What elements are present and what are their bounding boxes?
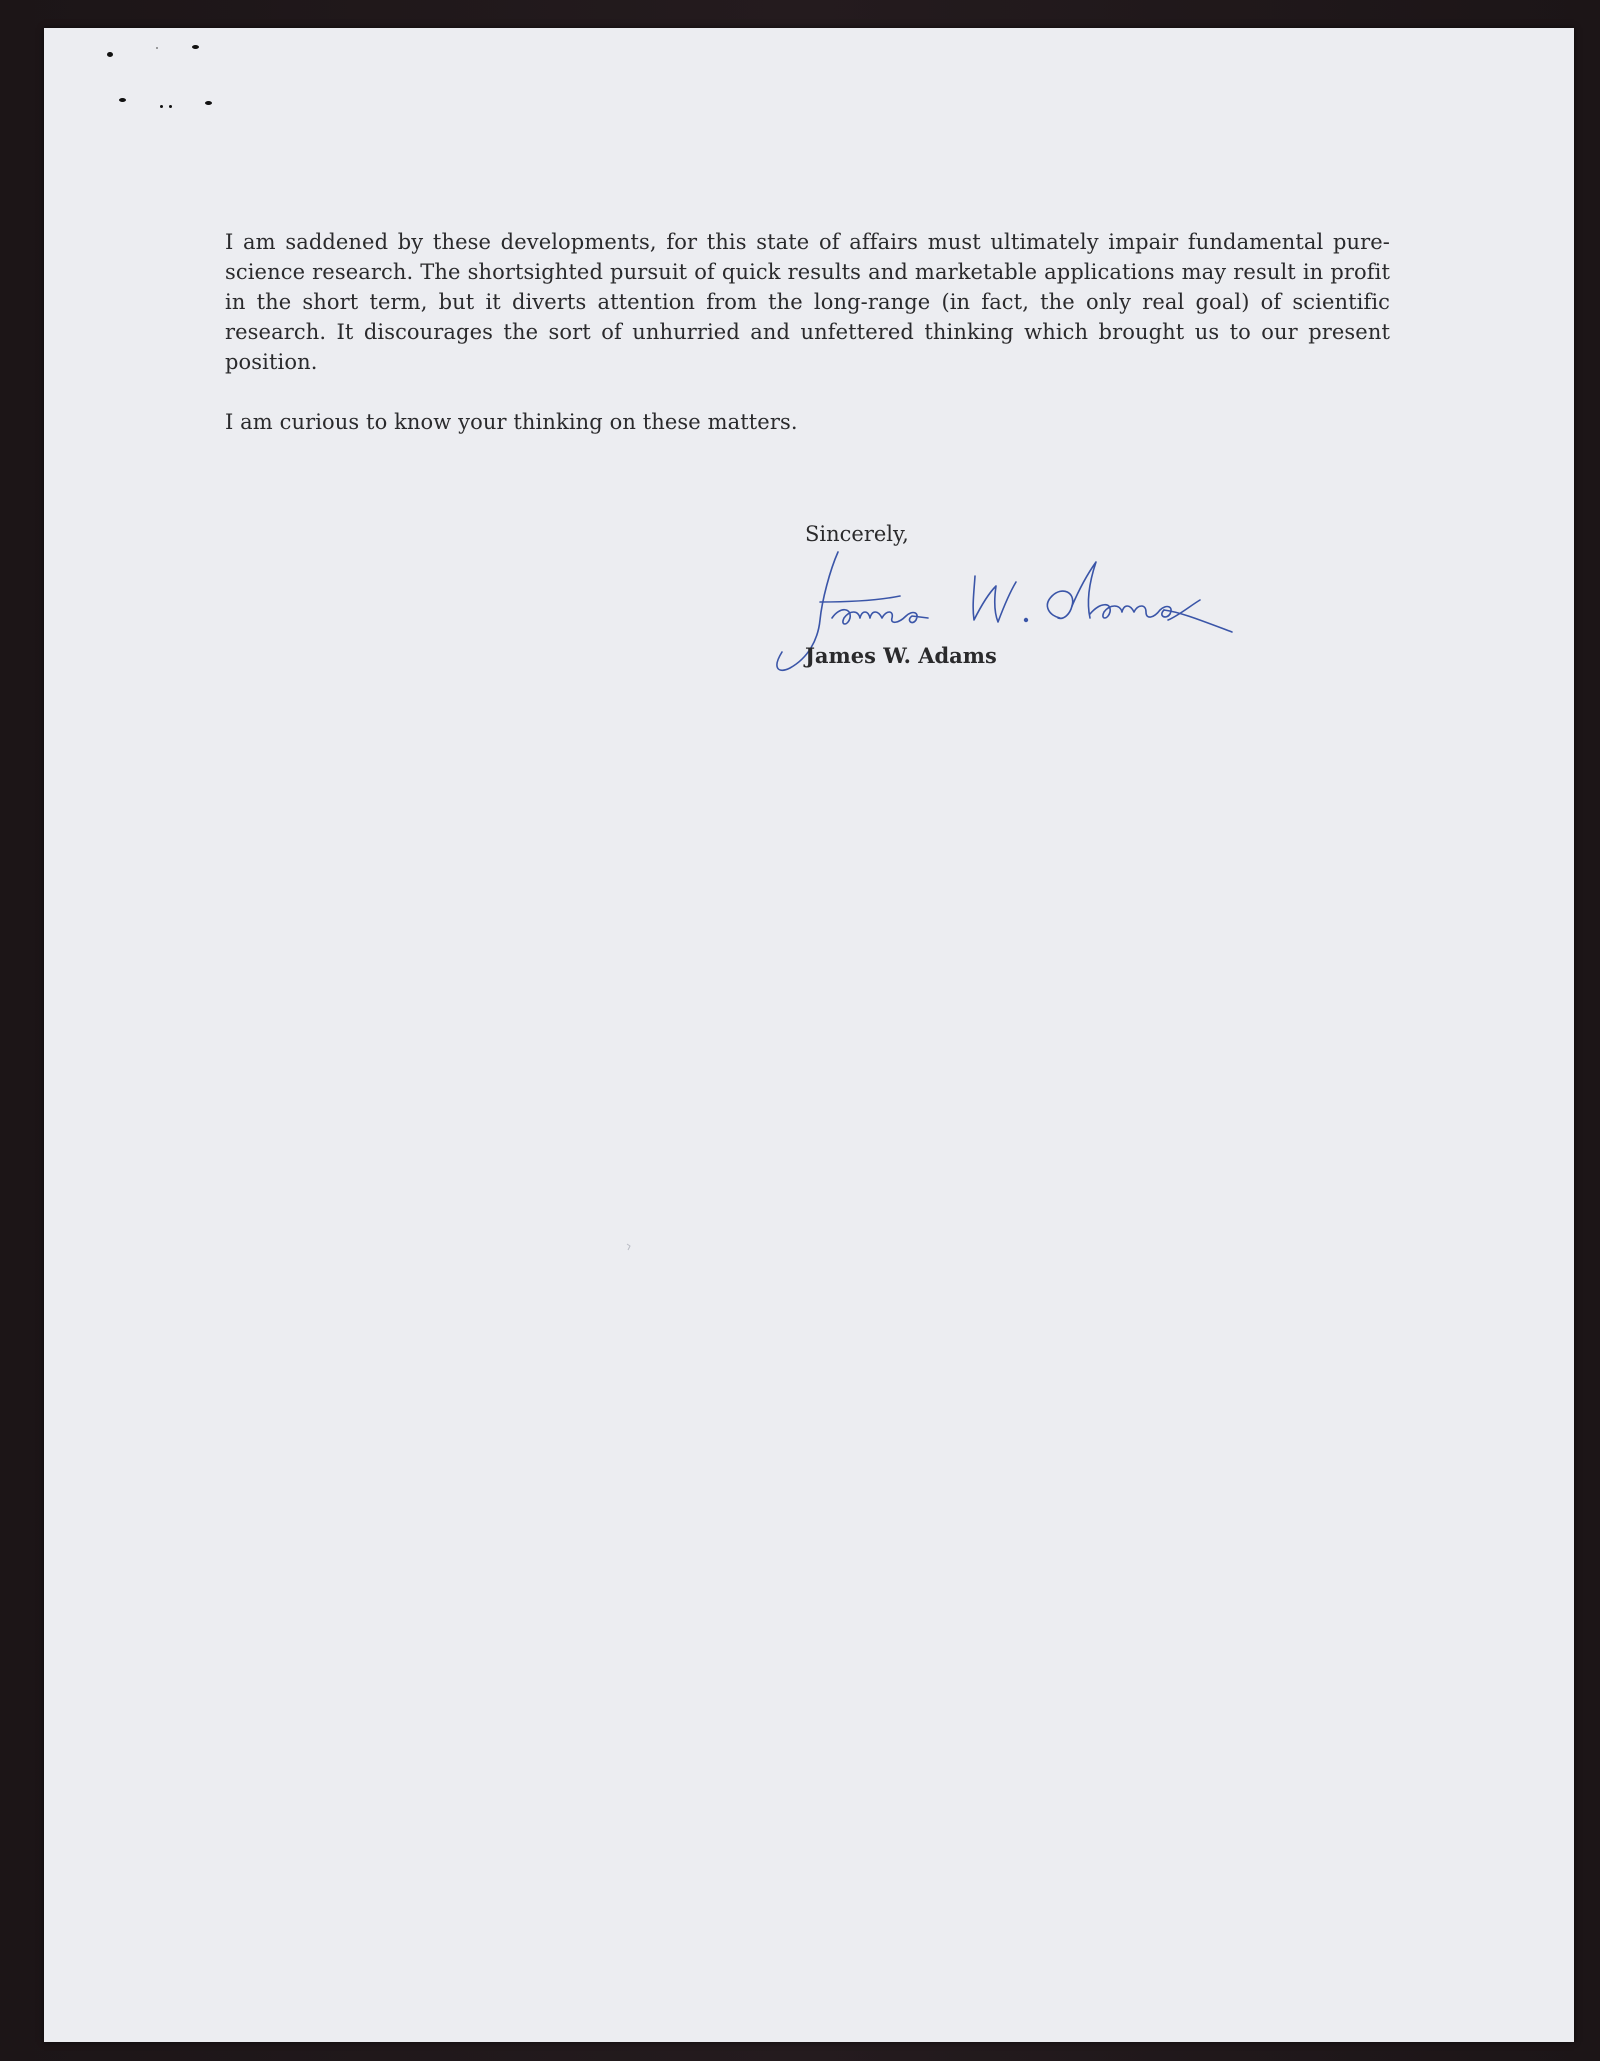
signer-name: James W. Adams	[805, 643, 997, 668]
paper-speck	[169, 105, 172, 108]
paper-blemish	[626, 1243, 632, 1251]
body-paragraph-2: I am curious to know your thinking on these matters.	[225, 410, 798, 434]
paper-speck	[107, 52, 113, 57]
paper-speck	[205, 101, 212, 105]
letter-body	[225, 227, 1390, 437]
paper-speck	[160, 105, 163, 108]
paper-speck	[156, 47, 158, 49]
paper-speck	[119, 98, 126, 102]
body-paragraph-1: I am saddened by these developments, for this state of affairs must ultimately impair fundamental pure-science research. The shortsighted pursuit of quick results and marketable applications may result in profit in the short term, but it diverts attention from the long-range (in fact, the only real goal) of scientific research. It discourages the sort of unhurried and unfettered thinking which brought us to our present position.	[225, 230, 1390, 374]
letter-closing: Sincerely,	[805, 522, 909, 546]
paper-speck	[192, 45, 199, 49]
